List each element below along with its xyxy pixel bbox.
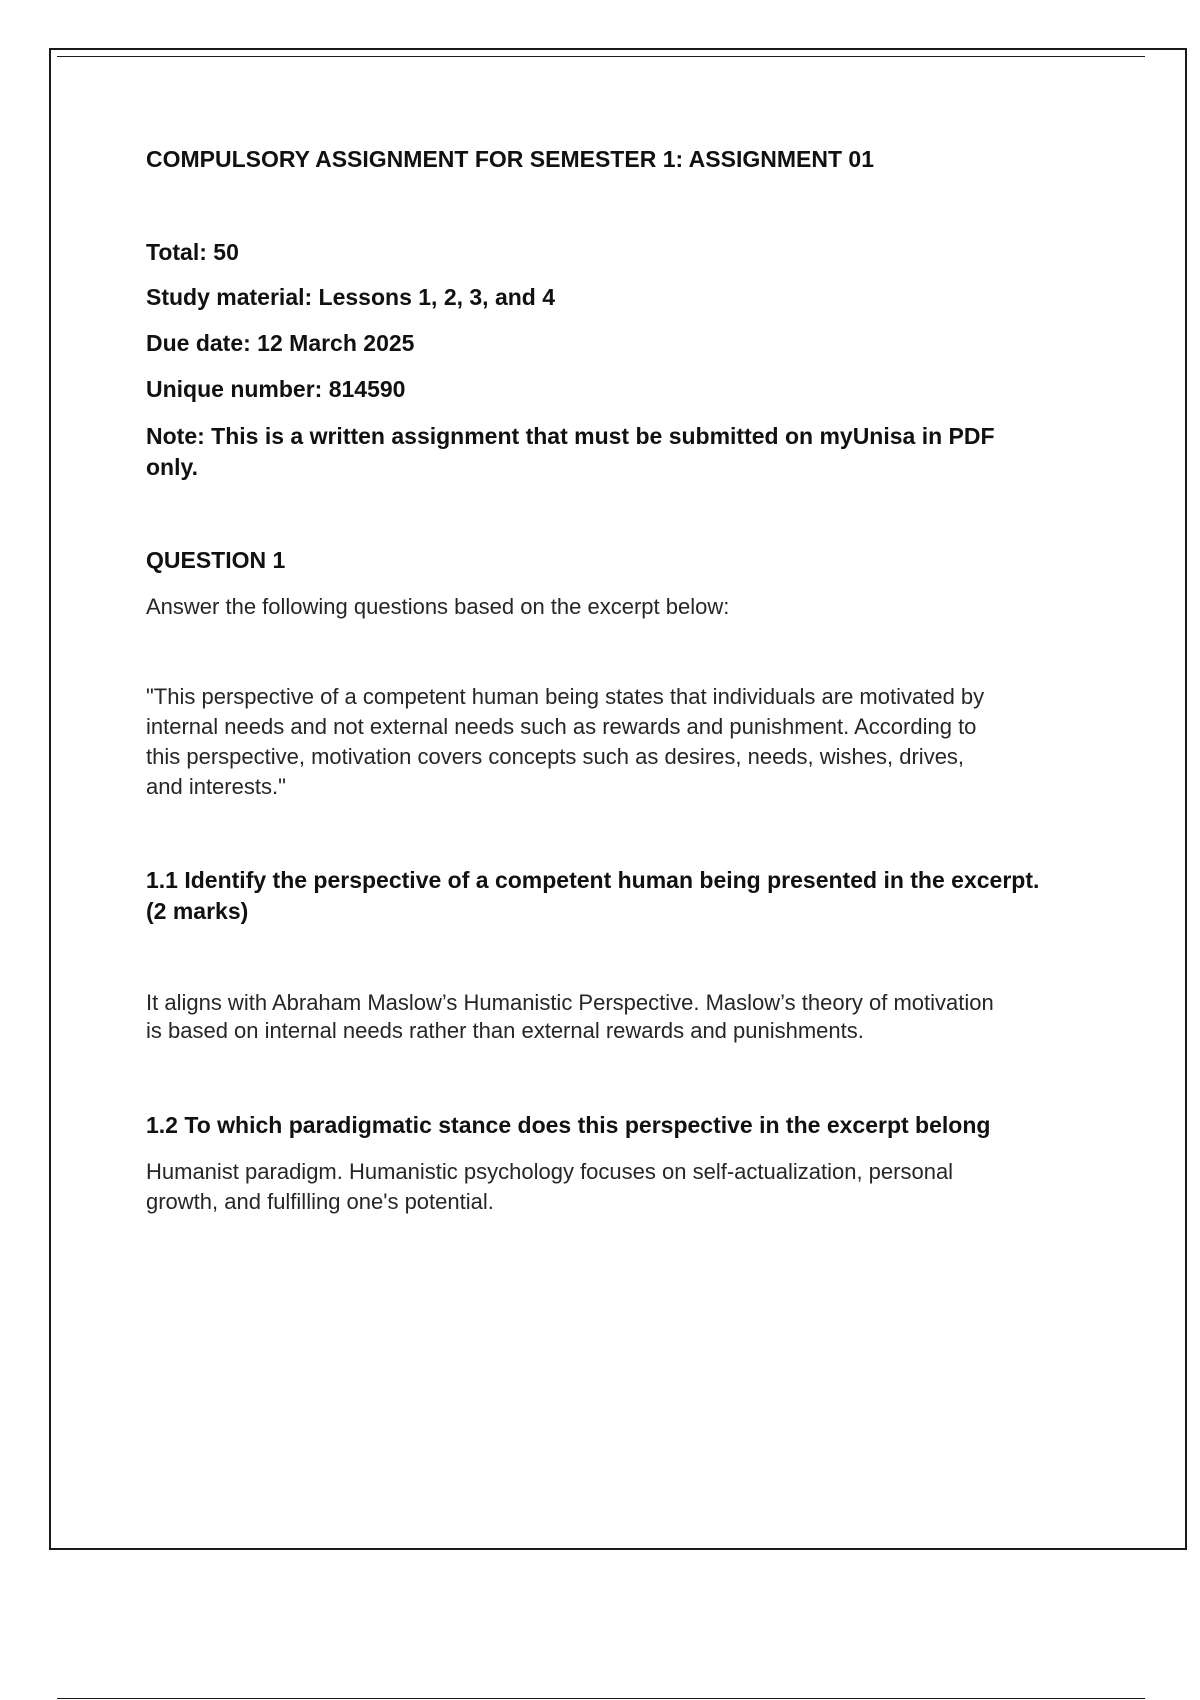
question-1-instruction: Answer the following questions based on the excerpt below: <box>146 594 730 619</box>
answer-1-2-line: Humanist paradigm. Humanistic psychology focuses on self-actualization, personal <box>146 1159 954 1184</box>
submission-note-line-2: only. <box>146 454 198 480</box>
due-date: Due date: 12 March 2025 <box>146 330 415 356</box>
question-1-heading: QUESTION 1 <box>146 547 286 573</box>
assignment-title: COMPULSORY ASSIGNMENT FOR SEMESTER 1: ASSIGNMENT 01 <box>146 146 874 172</box>
answer-1-2-line: growth, and fulfilling one's potential. <box>146 1189 494 1214</box>
excerpt-line: internal needs and not external needs such as rewards and punishment. According to <box>146 714 977 739</box>
unique-number: Unique number: 814590 <box>146 376 406 402</box>
footer-rule <box>57 1698 1145 1699</box>
header-rule <box>57 56 1145 57</box>
excerpt-line: this perspective, motivation covers concepts such as desires, needs, wishes, drives, <box>146 744 965 769</box>
question-1-1-line-2: (2 marks) <box>146 898 249 924</box>
submission-note-line-1: Note: This is a written assignment that must be submitted on myUnisa in PDF <box>146 423 995 449</box>
study-material: Study material: Lessons 1, 2, 3, and 4 <box>146 284 556 310</box>
excerpt-line: and interests." <box>146 774 286 799</box>
question-1-2: 1.2 To which paradigmatic stance does this perspective in the excerpt belong <box>146 1112 991 1138</box>
excerpt-line: "This perspective of a competent human being states that individuals are motivated by <box>146 684 985 709</box>
answer-1-1-line: is based on internal needs rather than external rewards and punishments. <box>146 1018 864 1043</box>
answer-1-1-line: It aligns with Abraham Maslow’s Humanistic Perspective. Maslow’s theory of motivation <box>146 990 994 1015</box>
total-marks: Total: 50 <box>146 239 239 265</box>
question-1-1-line-1: 1.1 Identify the perspective of a competent human being presented in the excerpt. <box>146 867 1040 893</box>
